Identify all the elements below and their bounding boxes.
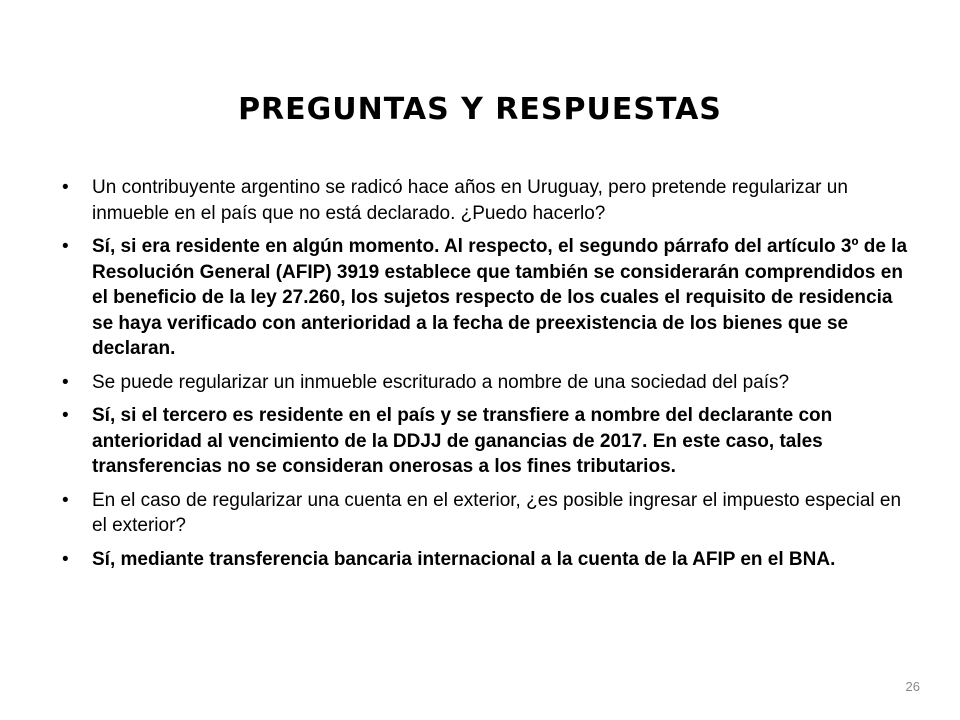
bullet-icon: • xyxy=(62,236,69,257)
answer-item xyxy=(62,403,912,480)
bullet-icon: • xyxy=(62,405,69,426)
question-item xyxy=(62,488,912,539)
answer-text: Sí, si el tercero es residente en el país y se transfiere a nombre del declarante con anterioridad al vencimiento de la DDJJ de ganancias de 2017. En este caso, tales transferencias no se consideran onerosas a los fines tributarios. xyxy=(92,405,833,477)
answer-text: Sí, mediante transferencia bancaria internacional a la cuenta de la AFIP en el BNA. xyxy=(92,548,836,570)
slide-number: 26 xyxy=(905,679,920,694)
question-text: Se puede regularizar un inmueble escriturado a nombre de una sociedad del país? xyxy=(92,371,790,393)
question-item xyxy=(62,175,912,226)
slide-title: PREGUNTAS Y RESPUESTAS xyxy=(238,92,722,128)
question-text: Un contribuyente argentino se radicó hace años en Uruguay, pero pretende regularizar un inmueble en el país que no está declarado. ¿Puedo hacerlo? xyxy=(92,177,848,224)
answer-text: Sí, si era residente en algún momento. Al respecto, el segundo párrafo del artículo 3º de la Resolución General (AFIP) 3919 establece que también se considerarán comprendidos en el beneficio de la ley 27.260, los sujetos respecto de los cuales el requisito de residencia se haya verificado con anterioridad a la fecha de preexistencia de los bienes que se declaran. xyxy=(92,236,908,359)
question-text: En el caso de regularizar una cuenta en el exterior, ¿es posible ingresar el impuesto especial en el exterior? xyxy=(92,489,902,536)
bullet-icon: • xyxy=(62,548,69,570)
qa-list xyxy=(62,175,912,580)
bullet-icon: • xyxy=(62,489,69,511)
question-item xyxy=(62,370,912,396)
answer-item xyxy=(62,547,912,573)
bullet-icon: • xyxy=(62,177,69,198)
answer-item xyxy=(62,234,912,362)
bullet-icon: • xyxy=(62,371,69,393)
